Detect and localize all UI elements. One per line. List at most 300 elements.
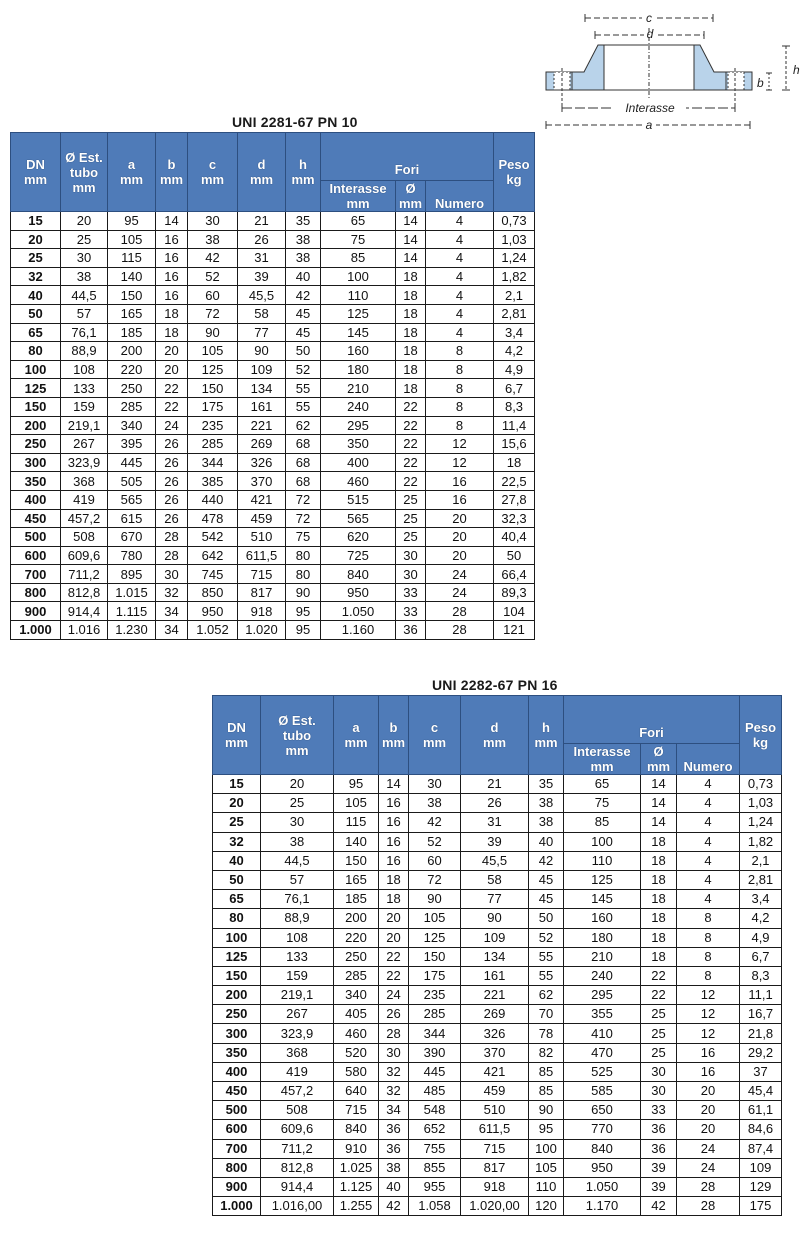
table-cell: 85	[564, 813, 641, 832]
table-cell: 30	[379, 1043, 409, 1062]
table-cell: 30	[409, 775, 461, 794]
table-cell: 82	[529, 1043, 564, 1062]
table-cell: 900	[213, 1177, 261, 1196]
table-cell: 210	[321, 379, 396, 398]
table-cell: 175	[740, 1197, 782, 1216]
table-row	[11, 435, 535, 454]
table-cell: 200	[213, 986, 261, 1005]
table-cell: 370	[238, 472, 286, 491]
table-cell: 840	[321, 565, 396, 584]
table-row	[11, 565, 535, 584]
table-cell: 505	[108, 472, 156, 491]
table-cell: 955	[409, 1177, 461, 1196]
table-cell: 18	[396, 360, 426, 379]
table-cell: 58	[238, 304, 286, 323]
table-cell: 900	[11, 602, 61, 621]
table-cell: 4,2	[494, 342, 535, 361]
table-cell: 85	[321, 249, 396, 268]
table-cell: 62	[529, 986, 564, 1005]
table-row	[11, 212, 535, 231]
table-cell: 76,1	[61, 323, 108, 342]
table-cell: 21	[238, 212, 286, 231]
table-row	[213, 1197, 782, 1216]
table-cell: 125	[409, 928, 461, 947]
table-cell: 1,82	[494, 267, 535, 286]
table-cell: 16	[156, 230, 188, 249]
table-row	[213, 794, 782, 813]
table-cell: 200	[11, 416, 61, 435]
table-cell: 470	[564, 1043, 641, 1062]
table-cell: 110	[529, 1177, 564, 1196]
col-a: a mm	[334, 696, 379, 775]
table-cell: 68	[286, 472, 321, 491]
table-cell: 14	[641, 794, 677, 813]
table-cell: 185	[334, 890, 379, 909]
table-cell: 350	[11, 472, 61, 491]
table-row	[11, 360, 535, 379]
table-cell: 22	[641, 986, 677, 1005]
table-cell: 40,4	[494, 528, 535, 547]
table-cell: 440	[188, 490, 238, 509]
table-cell: 4,9	[494, 360, 535, 379]
table-cell: 269	[461, 1005, 529, 1024]
table-row	[213, 1082, 782, 1101]
table-cell: 895	[108, 565, 156, 584]
table-cell: 585	[564, 1082, 641, 1101]
table-cell: 1.230	[108, 621, 156, 640]
table-cell: 32	[11, 267, 61, 286]
table-cell: 105	[334, 794, 379, 813]
table-cell: 0,73	[740, 775, 782, 794]
table-cell: 36	[641, 1139, 677, 1158]
table-cell: 20	[61, 212, 108, 231]
table-cell: 390	[409, 1043, 461, 1062]
flange-cross-section-icon	[540, 8, 809, 138]
table-cell: 725	[321, 546, 396, 565]
table-cell: 44,5	[61, 286, 108, 305]
table-cell: 385	[188, 472, 238, 491]
table-cell: 34	[156, 602, 188, 621]
table-cell: 1.050	[564, 1177, 641, 1196]
table-cell: 4	[677, 794, 740, 813]
col-h: h mm	[529, 696, 564, 775]
table-cell: 27,8	[494, 490, 535, 509]
table-cell: 221	[461, 986, 529, 1005]
table-cell: 35	[286, 212, 321, 231]
table-cell: 219,1	[61, 416, 108, 435]
table-cell: 100	[11, 360, 61, 379]
table-cell: 4	[426, 212, 494, 231]
table-cell: 395	[108, 435, 156, 454]
table-cell: 715	[461, 1139, 529, 1158]
table-cell: 450	[11, 509, 61, 528]
flange-diagram	[540, 8, 809, 138]
table-cell: 84,6	[740, 1120, 782, 1139]
table-cell: 1.052	[188, 621, 238, 640]
table-cell: 109	[461, 928, 529, 947]
table-cell: 72	[286, 509, 321, 528]
table-cell: 31	[238, 249, 286, 268]
table-cell: 134	[461, 947, 529, 966]
table-cell: 38	[409, 794, 461, 813]
table-cell: 745	[188, 565, 238, 584]
table-cell: 24	[677, 1158, 740, 1177]
table-cell: 52	[529, 928, 564, 947]
table-cell: 40	[11, 286, 61, 305]
table-cell: 508	[261, 1101, 334, 1120]
table-cell: 1,03	[494, 230, 535, 249]
table-cell: 4	[426, 304, 494, 323]
table-cell: 24	[156, 416, 188, 435]
table-cell: 159	[61, 397, 108, 416]
table-cell: 22	[156, 379, 188, 398]
table-cell: 4	[677, 775, 740, 794]
table-cell: 918	[238, 602, 286, 621]
table-cell: 24	[677, 1139, 740, 1158]
table-row	[213, 1101, 782, 1120]
table-cell: 175	[188, 397, 238, 416]
table-cell: 150	[409, 947, 461, 966]
table-cell: 165	[108, 304, 156, 323]
table-cell: 18	[396, 304, 426, 323]
table-cell: 344	[188, 453, 238, 472]
table-cell: 240	[564, 966, 641, 985]
table-cell: 12	[677, 1024, 740, 1043]
table-cell: 250	[108, 379, 156, 398]
table-cell: 4	[677, 851, 740, 870]
table-cell: 18	[641, 832, 677, 851]
table-cell: 42	[641, 1197, 677, 1216]
table-cell: 30	[156, 565, 188, 584]
table-cell: 326	[238, 453, 286, 472]
table-cell: 15	[213, 775, 261, 794]
table-cell: 25	[213, 813, 261, 832]
table-cell: 32	[213, 832, 261, 851]
table-cell: 419	[61, 490, 108, 509]
table-cell: 104	[494, 602, 535, 621]
table-cell: 1.025	[334, 1158, 379, 1177]
table-cell: 11,1	[740, 986, 782, 1005]
table-cell: 88,9	[261, 909, 334, 928]
table-cell: 28	[677, 1197, 740, 1216]
table-cell: 55	[529, 966, 564, 985]
table-cell: 39	[238, 267, 286, 286]
table-row	[213, 1062, 782, 1081]
table-row	[213, 1120, 782, 1139]
table-row	[213, 909, 782, 928]
table-cell: 88,9	[61, 342, 108, 361]
table-cell: 55	[529, 947, 564, 966]
table-cell: 50	[286, 342, 321, 361]
table-cell: 72	[286, 490, 321, 509]
table-cell: 72	[188, 304, 238, 323]
table-cell: 40	[286, 267, 321, 286]
table-cell: 115	[108, 249, 156, 268]
col-peso: Peso kg	[494, 133, 535, 212]
table-cell: 22	[379, 966, 409, 985]
table-cell: 75	[286, 528, 321, 547]
table-cell: 38	[61, 267, 108, 286]
label-a: a	[645, 118, 653, 132]
table-row	[213, 1024, 782, 1043]
table-cell: 42	[188, 249, 238, 268]
table-cell: 16	[379, 813, 409, 832]
table-cell: 125	[564, 870, 641, 889]
table-cell: 95	[529, 1120, 564, 1139]
table-cell: 26	[379, 1005, 409, 1024]
table-cell: 285	[188, 435, 238, 454]
table-cell: 140	[108, 267, 156, 286]
table-cell: 31	[461, 813, 529, 832]
table-cell: 18	[641, 909, 677, 928]
table-cell: 65	[11, 323, 61, 342]
table-cell: 421	[238, 490, 286, 509]
table-cell: 52	[409, 832, 461, 851]
table-cell: 4	[426, 286, 494, 305]
table-cell: 15,6	[494, 435, 535, 454]
table-cell: 1.000	[213, 1197, 261, 1216]
table-cell: 8	[677, 966, 740, 985]
col-interasse: Interasse mm	[564, 744, 641, 775]
col-d: d mm	[238, 133, 286, 212]
table-cell: 25	[396, 528, 426, 547]
table-cell: 38	[286, 249, 321, 268]
table-cell: 32	[379, 1082, 409, 1101]
col-b: b mm	[379, 696, 409, 775]
table-cell: 1.058	[409, 1197, 461, 1216]
table-cell: 80	[286, 546, 321, 565]
table-cell: 85	[529, 1082, 564, 1101]
table-cell: 150	[334, 851, 379, 870]
table-cell: 508	[61, 528, 108, 547]
table-cell: 28	[426, 621, 494, 640]
table-row	[213, 1043, 782, 1062]
table-cell: 66,4	[494, 565, 535, 584]
table-cell: 3,4	[740, 890, 782, 909]
table-cell: 18	[641, 947, 677, 966]
table-cell: 90	[409, 890, 461, 909]
table-cell: 125	[188, 360, 238, 379]
table-cell: 1.000	[11, 621, 61, 640]
table-cell: 400	[213, 1062, 261, 1081]
table-cell: 60	[409, 851, 461, 870]
table-cell: 133	[261, 947, 334, 966]
col-a: a mm	[108, 133, 156, 212]
table-cell: 323,9	[61, 453, 108, 472]
table-cell: 368	[61, 472, 108, 491]
table-cell: 77	[238, 323, 286, 342]
table-cell: 1.125	[334, 1177, 379, 1196]
table-cell: 100	[564, 832, 641, 851]
table-cell: 40	[213, 851, 261, 870]
table-cell: 16	[677, 1062, 740, 1081]
table-cell: 16	[156, 286, 188, 305]
table-cell: 108	[261, 928, 334, 947]
table-cell: 800	[11, 583, 61, 602]
table-cell: 100	[529, 1139, 564, 1158]
table-cell: 39	[641, 1177, 677, 1196]
table-cell: 18	[641, 890, 677, 909]
table-cell: 29,2	[740, 1043, 782, 1062]
table-cell: 421	[461, 1062, 529, 1081]
table-cell: 1,82	[740, 832, 782, 851]
col-numero: Numero	[677, 744, 740, 775]
table-cell: 105	[188, 342, 238, 361]
table-cell: 22	[156, 397, 188, 416]
table-cell: 350	[321, 435, 396, 454]
table-cell: 42	[379, 1197, 409, 1216]
col-b: b mm	[156, 133, 188, 212]
table-cell: 21,8	[740, 1024, 782, 1043]
table-cell: 72	[409, 870, 461, 889]
table-cell: 800	[213, 1158, 261, 1177]
table-cell: 500	[213, 1101, 261, 1120]
table-cell: 68	[286, 435, 321, 454]
table-cell: 160	[564, 909, 641, 928]
table-cell: 160	[321, 342, 396, 361]
table-cell: 42	[529, 851, 564, 870]
table-cell: 22	[396, 397, 426, 416]
table-cell: 235	[188, 416, 238, 435]
table-cell: 2,81	[740, 870, 782, 889]
table-cell: 8	[677, 909, 740, 928]
table-cell: 8	[426, 360, 494, 379]
table-cell: 22	[396, 435, 426, 454]
table-pn16	[212, 695, 782, 1216]
table-row	[11, 583, 535, 602]
table-cell: 95	[286, 602, 321, 621]
table-cell: 6,7	[494, 379, 535, 398]
table-cell: 175	[409, 966, 461, 985]
table-cell: 57	[261, 870, 334, 889]
table-cell: 500	[11, 528, 61, 547]
table-cell: 42	[409, 813, 461, 832]
table-cell: 30	[396, 565, 426, 584]
table-cell: 285	[409, 1005, 461, 1024]
table-cell: 565	[108, 490, 156, 509]
table-cell: 100	[321, 267, 396, 286]
table-cell: 4	[426, 230, 494, 249]
table-cell: 36	[379, 1120, 409, 1139]
table-cell: 400	[11, 490, 61, 509]
table-pn16-title: UNI 2282-67 PN 16	[432, 677, 558, 693]
table-cell: 25	[396, 509, 426, 528]
table-cell: 16	[156, 267, 188, 286]
table-cell: 615	[108, 509, 156, 528]
table-cell: 80	[11, 342, 61, 361]
table-cell: 1.016	[61, 621, 108, 640]
table-cell: 180	[321, 360, 396, 379]
table-cell: 2,81	[494, 304, 535, 323]
table-cell: 478	[188, 509, 238, 528]
table-cell: 38	[261, 832, 334, 851]
table-cell: 295	[321, 416, 396, 435]
table-cell: 90	[286, 583, 321, 602]
table-cell: 18	[641, 851, 677, 870]
table-cell: 12	[677, 986, 740, 1005]
table-cell: 134	[238, 379, 286, 398]
table-cell: 450	[213, 1082, 261, 1101]
table-cell: 520	[334, 1043, 379, 1062]
table-cell: 817	[238, 583, 286, 602]
table-cell: 445	[409, 1062, 461, 1081]
table-cell: 16	[379, 832, 409, 851]
table-cell: 918	[461, 1177, 529, 1196]
table-cell: 50	[11, 304, 61, 323]
table-cell: 219,1	[261, 986, 334, 1005]
table-cell: 44,5	[261, 851, 334, 870]
table-cell: 77	[461, 890, 529, 909]
table-cell: 18	[379, 870, 409, 889]
table-cell: 24	[426, 565, 494, 584]
table-cell: 34	[156, 621, 188, 640]
table-cell: 105	[108, 230, 156, 249]
table-cell: 76,1	[261, 890, 334, 909]
table-cell: 817	[461, 1158, 529, 1177]
table-cell: 1,24	[740, 813, 782, 832]
col-dn: DN mm	[11, 133, 61, 212]
table-cell: 1.050	[321, 602, 396, 621]
table-cell: 109	[238, 360, 286, 379]
table-cell: 565	[321, 509, 396, 528]
table-cell: 20	[677, 1082, 740, 1101]
table-cell: 20	[426, 546, 494, 565]
table-cell: 20	[677, 1120, 740, 1139]
table-cell: 326	[461, 1024, 529, 1043]
table-cell: 640	[334, 1082, 379, 1101]
table-cell: 700	[11, 565, 61, 584]
table-cell: 4	[426, 323, 494, 342]
table-cell: 812,8	[261, 1158, 334, 1177]
table-cell: 8	[426, 416, 494, 435]
table-cell: 850	[188, 583, 238, 602]
table-cell: 611,5	[238, 546, 286, 565]
table-cell: 28	[677, 1177, 740, 1196]
table-cell: 28	[156, 528, 188, 547]
table-cell: 95	[334, 775, 379, 794]
table-cell: 21	[461, 775, 529, 794]
table-cell: 90	[238, 342, 286, 361]
table-cell: 525	[564, 1062, 641, 1081]
table-cell: 20	[677, 1101, 740, 1120]
table-row	[11, 286, 535, 305]
table-cell: 95	[108, 212, 156, 231]
table-cell: 457,2	[261, 1082, 334, 1101]
table-row	[11, 546, 535, 565]
table-cell: 2,1	[494, 286, 535, 305]
table-cell: 38	[529, 813, 564, 832]
table-cell: 90	[188, 323, 238, 342]
table-cell: 105	[409, 909, 461, 928]
table-row	[11, 342, 535, 361]
table-row	[213, 775, 782, 794]
table-cell: 457,2	[61, 509, 108, 528]
table-cell: 60	[188, 286, 238, 305]
table-row	[11, 528, 535, 547]
table-cell: 185	[108, 323, 156, 342]
table-cell: 25	[261, 794, 334, 813]
table-cell: 159	[261, 966, 334, 985]
table-cell: 323,9	[261, 1024, 334, 1043]
table-cell: 105	[529, 1158, 564, 1177]
table-row	[213, 1005, 782, 1024]
label-c: c	[646, 11, 652, 25]
table-cell: 16	[379, 794, 409, 813]
table-row	[213, 928, 782, 947]
table-cell: 700	[213, 1139, 261, 1158]
table-cell: 1.115	[108, 602, 156, 621]
table-cell: 50	[213, 870, 261, 889]
